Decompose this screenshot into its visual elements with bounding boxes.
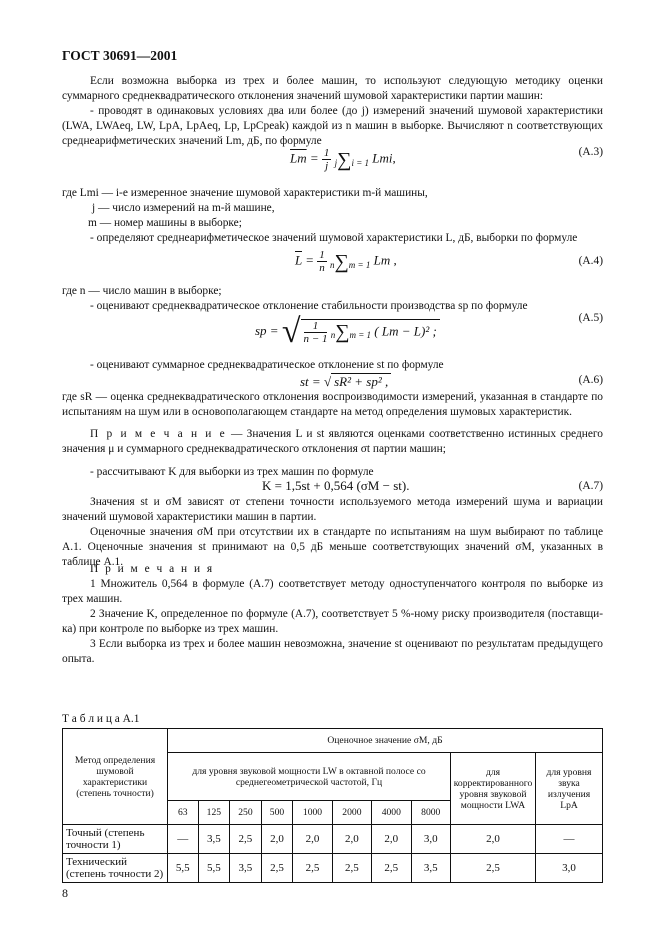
table-cell: 3,0 [411, 825, 451, 854]
table-row [63, 854, 603, 883]
table-cell: 3,5 [198, 825, 230, 854]
estimate-paragraph: Оценочные значения σM при отсутствии их в стандарте по испытаниям на шум выбирают по таблице А.1. Оценочные значения st принимают на 0,5 дБ меньше соответствующих значений σM, указанных в таблице А.1. [62, 526, 603, 568]
where-m: m — номер машины в выборке; [88, 217, 242, 229]
note-2: 2 Значение K, определенное по формуле (А.7), соответствует 5 %-ному риску производителя (поставщика) при контроле по выборке из трех машин. [62, 608, 603, 635]
freq-500: 500 [261, 801, 293, 825]
table-cell: — [168, 825, 199, 854]
formula-a4-body: Lm , [373, 252, 397, 268]
header-estimate: Оценочное значение σM, дБ [168, 729, 603, 753]
freq-2000: 2000 [332, 801, 371, 825]
table-cell: 2,0 [293, 825, 332, 854]
freq-8000: 8000 [411, 801, 451, 825]
note-text: — Значения L и st являются оценками соответственно истинных среднего значения μ и суммарного среднеквадратического отклонения σt партии машин; [62, 428, 603, 455]
formula-a6 [300, 373, 391, 390]
formula-a5-sum: n∑m = 1 [330, 321, 372, 343]
formula-a7-number: (A.7) [578, 480, 603, 492]
table-cell: — [536, 825, 603, 854]
table-caption: Т а б л и ц а А.1 [62, 713, 140, 725]
formula-a7: K = 1,5st + 0,564 (σM − st). [262, 478, 410, 493]
freq-4000: 4000 [372, 801, 411, 825]
sqrt-sign-icon: √ [281, 313, 301, 350]
formula-a6-lhs: st = [300, 374, 321, 389]
table-cell: 5,5 [198, 854, 230, 883]
intro-paragraph: Если возможна выборка из трех и более машин, то используют следующую методику оценки суммарного среднеквадратического отклонения значений шумовой характеристики партии машин: [62, 75, 603, 102]
formula-a5-radicand [301, 319, 440, 345]
table-cell: 2,5 [230, 825, 262, 854]
table-cell: 2,0 [332, 825, 371, 854]
st-intro: - оценивают суммарное среднеквадратическое отклонение st по формуле [90, 359, 444, 371]
note-block [62, 427, 603, 457]
table-cell: 2,5 [261, 854, 293, 883]
formula-a3-number: (A.3) [578, 146, 603, 158]
table-cell: 2,0 [451, 825, 536, 854]
table-cell: 5,5 [168, 854, 199, 883]
freq-125: 125 [198, 801, 230, 825]
table-cell: 3,5 [411, 854, 451, 883]
formula-a3-fraction: $\frac{1}{j}$ [323, 147, 330, 172]
formula-a5-lhs: sp = [255, 322, 279, 338]
where-lmi: где Lmi — i-е измеренное значение шумовой характеристики m-й машины, [62, 187, 428, 199]
measurement-paragraph: - проводят в одинаковых условиях два или более (до j) измерений значений шумовой характеристики (LWA, LWAeq, LW, LpA, LpAeq, Lp, LpCpeak) каждой из n машин в выборке. Вычисляют n соответствующих среднеарифметических значений Lm, дБ, по формуле [62, 105, 603, 147]
where-sr: где sR — оценка среднеквадратического отклонения воспроизводимости измерений, указанная в стандарте по испытаниям на шум или в основополагающем стандарте на метод определения шумовых характеристик. [62, 391, 603, 418]
k-intro: - рассчитывают K для выборки из трех машин по формуле [90, 466, 374, 478]
table-cell: 2,5 [293, 854, 332, 883]
formula-a3: $\overline{Lm}$ = $\frac{1}{j}$ j∑i = 1 Lmi, [290, 147, 396, 172]
table-cell: 2,5 [451, 854, 536, 883]
formula-a3-sum: j∑i = 1 [334, 148, 370, 171]
sp-intro: - оценивают среднеквадратическое отклонение стабильности производства sp по формуле [90, 300, 528, 312]
formula-a5-fraction: $\frac{1}{n - 1}$ [303, 319, 328, 345]
table-cell: 2,5 [332, 854, 371, 883]
dependency-paragraph: Значения st и σM зависят от степени точности используемого метода измерений шума и вариации значений шумовой характеристики машин в партии. [62, 496, 603, 523]
note-label: П р и м е ч а н и е [90, 428, 227, 440]
freq-250: 250 [230, 801, 262, 825]
table-cell: 3,5 [230, 854, 262, 883]
table-cell: 2,0 [261, 825, 293, 854]
table-cell: 3,0 [536, 854, 603, 883]
header-method: Метод определения шумовой характеристики (степень точности) [63, 729, 168, 825]
formula-a4-fraction: $\frac{1}{n}$ [319, 249, 325, 274]
row-label: Точный (степень точности 1) [63, 825, 168, 854]
formula-a5 [255, 313, 440, 351]
page-number: 8 [62, 886, 68, 900]
mean-intro: - определяют среднеарифметическое значений шумовой характеристики L, дБ, выборки по формуле [90, 232, 578, 244]
formula-a6-number: (A.6) [578, 374, 603, 386]
estimate-table [62, 728, 603, 883]
note-1: 1 Множитель 0,564 в формуле (А.7) соответствует методу одноступенчатого контроля по выборке из трех машин. [62, 578, 603, 605]
formula-a3-lhs: $\overline{Lm}$ [290, 150, 307, 166]
header-corrected: для корректированного уровня звуковой мощности LWA [451, 753, 536, 825]
table-row [63, 825, 603, 854]
formula-a5-number: (A.5) [578, 312, 603, 324]
freq-1000: 1000 [293, 801, 332, 825]
formula-a4-sum: n∑m = 1 [330, 250, 371, 273]
freq-63: 63 [168, 801, 199, 825]
where-j: j — число измерений на m-й машине, [92, 202, 275, 214]
table-cell: 2,5 [372, 854, 411, 883]
note-3: 3 Если выборка из трех и более машин невозможна, значение st оценивают по результатам предыдущего опыта. [62, 638, 603, 665]
formula-a3-body: Lmi, [372, 150, 396, 166]
row-label: Технический (степень точности 2) [63, 854, 168, 883]
document-header: ГОСТ 30691—2001 [62, 48, 178, 63]
formula-a6-body: sR² + sp² , [331, 373, 391, 390]
formula-a4: $\overline{L}$ = $\frac{1}{n}$ n∑m = 1 Lm , [295, 249, 397, 274]
header-emission: для уровня звука излучения LpA [536, 753, 603, 825]
table-cell: 2,0 [372, 825, 411, 854]
formula-a4-number: (A.4) [578, 255, 603, 267]
sqrt-icon: √ [323, 374, 332, 389]
where-n: где n — число машин в выборке; [62, 285, 222, 297]
notes-label: П р и м е ч а н и я [90, 563, 215, 575]
formula-a5-body: ( Lm − L)² ; [374, 322, 437, 338]
header-octave: для уровня звуковой мощности LW в октавной полосе со среднегеометрической частотой, Гц [168, 753, 451, 801]
formula-a4-lhs: $\overline{L}$ [295, 252, 302, 268]
